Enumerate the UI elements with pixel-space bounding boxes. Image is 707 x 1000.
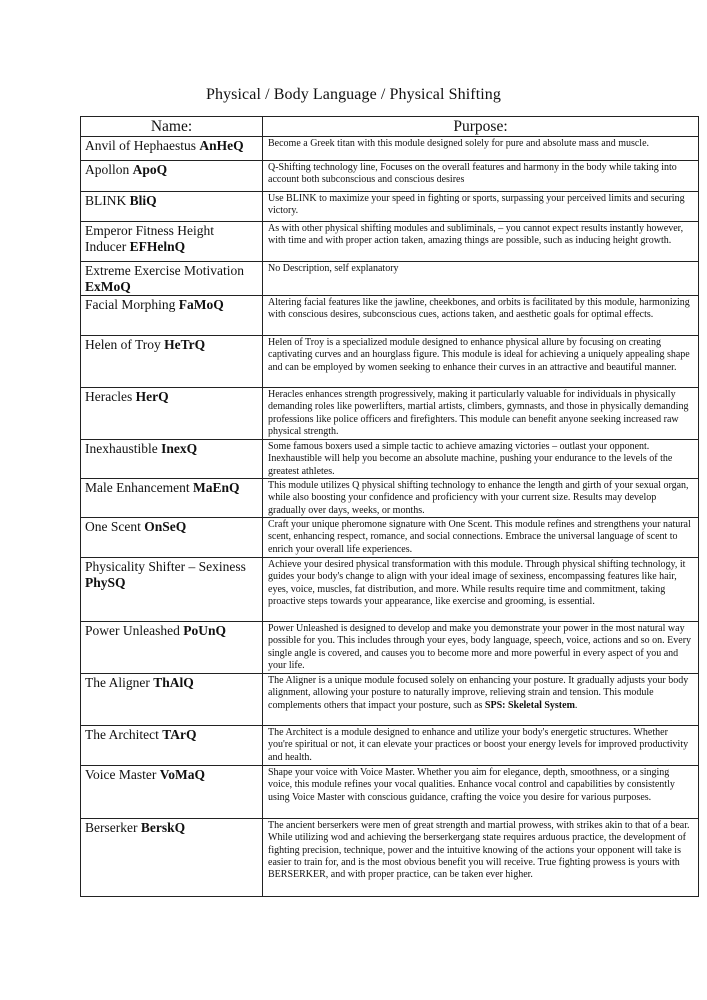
table-row xyxy=(81,388,699,440)
module-code: OnSeQ xyxy=(144,519,187,534)
table-row xyxy=(81,137,699,161)
module-name-cell xyxy=(81,726,263,766)
module-purpose: Heracles enhances strength progressively, making it particularly valuable for individuals in physically demanding roles like powerlifters, martial artists, climbers, gymnasts, and those in physically demanding professions like police officers and firefighters. This module can benefit anyone seeking increased raw physical strength. xyxy=(263,388,699,440)
module-code: VoMaQ xyxy=(159,767,205,782)
table-row xyxy=(81,192,699,222)
module-purpose-cell xyxy=(263,674,699,726)
module-reference: SPS: Skeletal System xyxy=(484,699,575,711)
module-name-cell xyxy=(81,518,263,558)
module-code: ThAlQ xyxy=(153,675,194,690)
module-code: EFHelnQ xyxy=(129,239,186,254)
module-name: Heracles xyxy=(85,389,133,404)
module-purpose: Achieve your desired physical transformation with this module. Through physical shifting technology, it guides your body's change to align with your ideal image of sexiness, encompassing features like hair, eyes, voice, muscles, fat distribution, and more. While results require time and commitment, taking proactive steps towards your appearance, like exercise and grooming, is essential. xyxy=(263,558,699,622)
module-name-cell xyxy=(81,192,263,222)
module-code: PoUnQ xyxy=(183,623,226,638)
module-purpose: The Architect is a module designed to enhance and utilize your body's energetic structures. Whether you're spiritual or not, it can elevate your practices or boost your energy levels for improved productivity and health. xyxy=(263,726,699,766)
module-purpose: The Aligner is a unique module focused solely on enhancing your posture. It gradually adjusts your body alignment, allowing your posture to naturally improve, relieving strain and tension. This module complements others that impact your posture, such as xyxy=(268,675,689,711)
module-name-cell xyxy=(81,388,263,440)
table-row xyxy=(81,518,699,558)
table-header-row xyxy=(81,117,699,137)
page-title: Physical / Body Language / Physical Shifting xyxy=(205,86,502,103)
module-purpose: No Description, self explanatory xyxy=(263,262,699,296)
module-purpose: Helen of Troy is a specialized module designed to enhance physical allure by focusing on creating captivating curves and an hourglass figure. This module is ideal for achieving a uniquely appealing shape and can be employed by women seeking to enhance their curves in an attractive and beautiful manner. xyxy=(263,336,699,388)
table-row xyxy=(81,161,699,192)
module-name: Physicality Shifter – Sexiness xyxy=(85,559,246,574)
module-name-cell xyxy=(81,222,263,262)
table-row xyxy=(81,479,699,518)
module-code: InexQ xyxy=(161,441,198,456)
table-row xyxy=(81,558,699,622)
module-name: One Scent xyxy=(85,519,141,534)
module-purpose: This module utilizes Q physical shifting technology to enhance the length and girth of your sexual organ, while also boosting your confidence and proficiency with your current size. Results may develop gradually over days, weeks, or months. xyxy=(263,479,699,518)
module-code: BerskQ xyxy=(140,820,186,835)
module-name: Facial Morphing xyxy=(85,297,176,312)
module-name-cell xyxy=(81,137,263,161)
table-row xyxy=(81,336,699,388)
module-name: BLINK xyxy=(85,193,127,208)
module-name-cell xyxy=(81,819,263,897)
module-purpose: Use BLINK to maximize your speed in fighting or sports, surpassing your perceived limits and securing victory. xyxy=(263,192,699,222)
module-name: Male Enhancement xyxy=(85,480,190,495)
module-name-cell xyxy=(81,622,263,674)
table-row xyxy=(81,726,699,766)
module-name: Extreme Exercise Motivation xyxy=(85,263,244,278)
module-purpose: Craft your unique pheromone signature with One Scent. This module refines and strengthens your natural scent, enhancing respect, romance, and social connections. Embrace the universal language of scent to enrich your overall life experiences. xyxy=(263,518,699,558)
module-purpose: Q-Shifting technology line, Focuses on the overall features and harmony in the body while taking into account both subconscious and conscious desires xyxy=(263,161,699,192)
module-name-cell xyxy=(81,336,263,388)
purpose-column-header: Purpose: xyxy=(263,117,699,137)
module-name: The Aligner xyxy=(85,675,150,690)
module-name-cell xyxy=(81,161,263,192)
module-purpose: Power Unleashed is designed to develop and make you demonstrate your power in the most natural way possible for you. This includes through your eyes, body language, speech, voice, actions and so on. Every single angle is covered, and causes you to become more and more powerful in every aspect of you and your life. xyxy=(263,622,699,674)
table-row xyxy=(81,766,699,819)
module-name-cell xyxy=(81,296,263,336)
purpose-punctuation: . xyxy=(574,699,578,711)
module-code: HeTrQ xyxy=(164,337,206,352)
module-name-cell xyxy=(81,479,263,518)
module-name: Emperor Fitness Height Inducer xyxy=(85,223,214,254)
module-name: Anvil of Hephaestus xyxy=(85,138,196,153)
module-purpose: Altering facial features like the jawline, cheekbones, and orbits is facilitated by this module, harmonizing with conscious desires, subconscious cues, actions taken, and aesthetic goals for optimal effects. xyxy=(263,296,699,336)
module-name: The Architect xyxy=(85,727,159,742)
module-purpose: Some famous boxers used a simple tactic to achieve amazing victories – outlast your opponent. Inexhaustible will help you become an absolute machine, pushing your endurance to the levels of the greatest athletes. xyxy=(263,440,699,479)
module-name-cell xyxy=(81,262,263,296)
table-row xyxy=(81,296,699,336)
module-name: Inexhaustible xyxy=(85,441,158,456)
table-row xyxy=(81,622,699,674)
module-name: Power Unleashed xyxy=(85,623,180,638)
module-code: TArQ xyxy=(162,727,197,742)
table-row xyxy=(81,440,699,479)
module-code: PhySQ xyxy=(85,575,126,590)
name-column-header: Name: xyxy=(81,117,263,137)
module-name-cell xyxy=(81,558,263,622)
table-row xyxy=(81,819,699,897)
module-code: BliQ xyxy=(129,193,157,208)
module-purpose: Become a Greek titan with this module designed solely for pure and absolute mass and muscle. xyxy=(263,137,699,161)
module-name: Berserker xyxy=(85,820,138,835)
module-name-cell xyxy=(81,674,263,726)
module-name: Helen of Troy xyxy=(85,337,161,352)
table-row xyxy=(81,674,699,726)
module-code: ApoQ xyxy=(132,162,168,177)
module-purpose: Shape your voice with Voice Master. Whether you aim for elegance, depth, smoothness, or a singing voice, this module refines your vocal qualities. Enhance vocal control and capabilities by consistently using Voice Master with conscious guidance, crafting the voice you desire for various purposes. xyxy=(263,766,699,819)
module-code: ExMoQ xyxy=(85,279,131,294)
modules-table xyxy=(80,116,699,897)
module-name: Apollon xyxy=(85,162,130,177)
table-row xyxy=(81,262,699,296)
module-name-cell xyxy=(81,766,263,819)
module-code: HerQ xyxy=(135,389,169,404)
module-purpose: The ancient berserkers were men of great strength and martial prowess, with strikes akin to that of a bear. While utilizing wod and achieving the berserkergang state requires arduous practice, the development of fighting precision, technique, power and the intuitive knowing of the actions your opponent will take is easier to train for, and is the most obvious benefit you will receive. True fighting prowess is yours with BERSERKER, and with proper practice, can be taken ever higher. xyxy=(263,819,699,897)
module-code: AnHeQ xyxy=(199,138,244,153)
module-code: FaMoQ xyxy=(178,297,224,312)
module-code: MaEnQ xyxy=(192,480,240,495)
table-row xyxy=(81,222,699,262)
module-purpose: As with other physical shifting modules and subliminals, – you cannot expect results instantly however, with time and with proper action taken, amazing things are possible, such as inducing height growth. xyxy=(263,222,699,262)
module-name: Voice Master xyxy=(85,767,157,782)
module-name-cell xyxy=(81,440,263,479)
